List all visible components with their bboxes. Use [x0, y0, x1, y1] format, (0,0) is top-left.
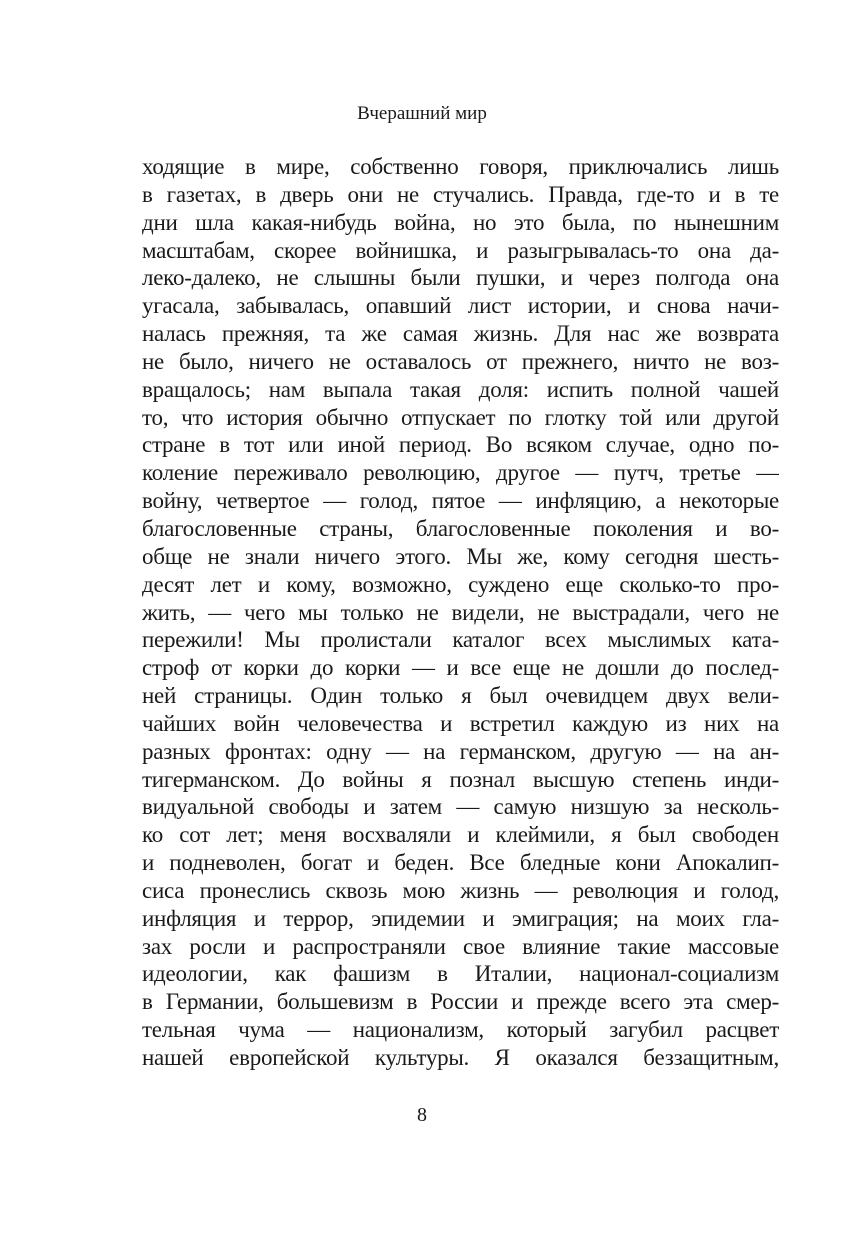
text-line: войну, четвертое — голод, пятое — инфляцию, а некоторые	[142, 488, 779, 514]
text-line: в Германии, большевизм в России и прежде всего эта смер-	[142, 989, 779, 1015]
text-line: тигерманском. До войны я познал высшую степень инди-	[142, 766, 779, 792]
text-line: видуальной свободы и затем — самую низшую за несколь-	[142, 794, 779, 820]
text-line: ней страницы. Один только я был очевидцем двух вели-	[142, 683, 779, 709]
text-line: масштабам, скорее войнишка, и разыгрывалась-то она да-	[142, 237, 779, 263]
text-line: ко сот лет; меня восхваляли и клеймили, я был свободен	[142, 822, 779, 848]
body-text	[142, 153, 779, 1072]
text-line: жить, — чего мы только не видели, не выстрадали, чего не	[142, 599, 779, 625]
page-number: 8	[417, 1104, 427, 1126]
text-line: сиса пронеслись сквозь мою жизнь — революция и голод,	[142, 877, 779, 903]
text-line: то, что история обычно отпускает по глотку той или другой	[142, 404, 779, 430]
text-line: обще не знали ничего этого. Мы же, кому сегодня шесть-	[142, 543, 779, 569]
text-line: благословенные страны, благословенные поколения и во-	[142, 515, 779, 541]
text-line: дни шла какая-нибудь война, но это была, по нынешним	[142, 209, 779, 235]
text-line: налась прежняя, та же самая жизнь. Для нас же возврата	[142, 321, 779, 347]
text-line: чайших войн человечества и встретил каждую из них на	[142, 710, 779, 736]
text-line: разных фронтах: одну — на германском, другую — на ан-	[142, 738, 779, 764]
text-line: леко-далеко, не слышны были пушки, и через полгода она	[142, 265, 779, 291]
text-line: пережили! Мы пролистали каталог всех мыслимых ката-	[142, 627, 779, 653]
text-line: зах росли и распространяли свое влияние такие массовые	[142, 933, 779, 959]
running-head: Вчерашний мир	[357, 103, 487, 124]
text-line: не было, ничего не оставалось от прежнего, ничто не воз-	[142, 348, 779, 374]
text-line: угасала, забывалась, опавший лист истории, и снова начи-	[142, 293, 779, 319]
text-line: строф от корки до корки — и все еще не дошли до послед-	[142, 655, 779, 681]
text-line: стране в тот или иной период. Во всяком случае, одно по-	[142, 432, 779, 458]
text-line: коление переживало революцию, другое — путч, третье —	[142, 460, 779, 486]
text-line: инфляция и террор, эпидемии и эмиграция; на моих гла-	[142, 905, 779, 931]
text-line: в газетах, в дверь они не стучались. Правда, где-то и в те	[142, 181, 779, 207]
text-line: и подневолен, богат и беден. Все бледные кони Апокалип-	[142, 850, 779, 876]
text-line: тельная чума — национализм, который загубил расцвет	[142, 1017, 779, 1043]
text-line: ходящие в мире, собственно говоря, приключались лишь	[142, 154, 779, 179]
text-line: вращалось; нам выпала такая доля: испить полной чашей	[142, 376, 779, 402]
text-line: нашей европейской культуры. Я оказался беззащитным,	[142, 1045, 779, 1070]
text-line: идеологии, как фашизм в Италии, национал-социализм	[142, 961, 779, 987]
text-line: десят лет и кому, возможно, суждено еще сколько-то про-	[142, 571, 779, 597]
